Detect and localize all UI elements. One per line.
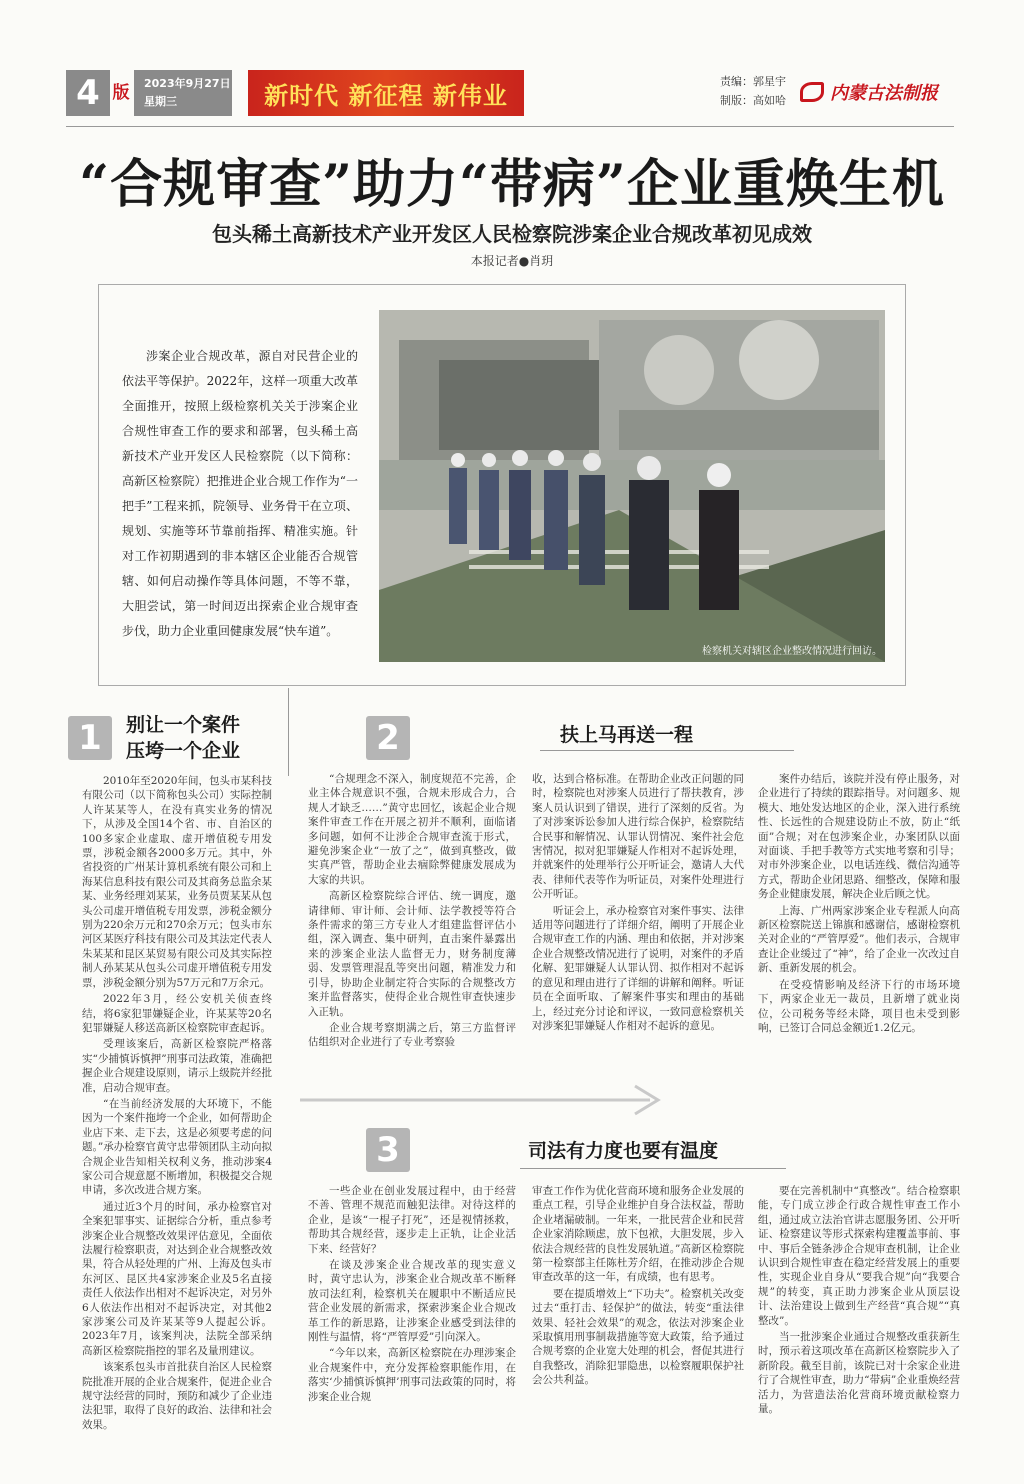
newspaper-logo: [800, 72, 950, 112]
column-divider: [288, 688, 289, 776]
news-photo: [379, 310, 885, 662]
paragraph: 要在提质增效上“下功夫”。检察机关改变过去“重打击、轻保护”的做法，转变“重法律效果、轻社会效果”的观念，依法对涉案企业采取慎用刑事制裁措施等宽大政策，给予通过合规考察的企业宽大处理的机会，督促其进行自我整改，消除犯罪隐患，以检察履职保护社会公共利益。: [532, 1287, 744, 1387]
paragraph: 该案系包头市首批获自治区人民检察院批准开展的企业合规案件，促进企业合规守法经营的同时，预防和减少了企业违法犯罪，取得了良好的政治、法律和社会效果。: [82, 1361, 272, 1431]
section-3-column-c: [758, 1184, 960, 1419]
photo-caption: 检察机关对辖区企业整改情况进行回访。: [702, 646, 882, 657]
page-label: 版: [112, 83, 130, 103]
paragraph: 2010年至2020年间，包头市某科技有限公司（以下简称包头公司）实际控制人许某某等人，在没有真实业务的情况下，从涉及全国14个省、市、自治区的100多家企业虚取、虚开增值税专用发票，涉税金额各2000多万元。其中，外省投资的广州某计算机系统有限公司和上海某信息科技有限公司及其商务总监余某某、业务经理刘某某，业务员贾某某从包头公司虚开增值税专用发票，涉税金额分别为220余万元和270余万元；包头市东河区某医疗科技有限公司及其法定代表人朱某某和昆区某贸易有限公司及其实际控制人孙某某从包头公司虚开增值税专用发票，涉税金额分别为57万元和7万余元。: [82, 775, 272, 989]
intro-paragraph: 涉案企业合规改革，源自对民营企业的依法平等保护。2022年，这样一项重大改革全面推开，按照上级检察机关关于涉案企业合规性审查工作的要求和部署，包头稀土高新技术产业开发区人民检察院（以下简称：高新区检察院）把推进企业合规工作作为“一把手”工程来抓，院领导、业务骨干在立项、规划、实施等环节靠前指挥、精准实施。针对工作初期遇到的非本辖区企业能否合规管辖、如何启动操作等具体问题，不等不靠，大胆尝试，第一时间迈出探索企业合规审查步伐，助力企业重回健康发展“快车道”。: [122, 349, 358, 638]
paragraph: 收，达到合格标准。在帮助企业改正问题的同时，检察院也对涉案人员进行了帮扶教育，涉案人员认识到了错误，进行了深刻的反省。为了对涉案诉讼参加人进行综合保护，检察院结合民事和解情况、认罪认罚情况、案件社会危害情况，拟对犯罪嫌疑人作相对不起诉处理，并就案件的处理举行公开听证会，邀请人大代表、律师代表等作为听证员，对案件处理进行公开听证。: [532, 773, 744, 901]
paragraph: 2022年3月，经公安机关侦查终结，将6家犯罪嫌疑企业，许某某等20名犯罪嫌疑人移送高新区检察院审查起诉。: [82, 993, 272, 1034]
photo-illustration: [379, 310, 885, 662]
paragraph: 在受疫情影响及经济下行的市场环境下，两家企业无一裁员，且新增了就业岗位，公司税务等经未降，项目也未受到影响，已签订合同总金额近1.2亿元。: [758, 978, 960, 1034]
paragraph: 要在完善机制中“真整改”。结合检察职能，专门成立涉企行政合规性审查工作小组，通过成立法治官讲志愿服务团、公开听证、检察建议等形式探索构建覆盖事前、事中、事后全链条涉企合规审查机制，让企业认识到合规性审查在稳定经营发展上的重要性，实现企业自身从“要我合规”向“我要合规”的转变，真正助力涉案企业从顶层设计、法治建设上做到生产经营“真合规”“真整改”。: [758, 1185, 960, 1327]
section-2-column-c: [758, 772, 960, 1037]
section-1-title-line1: 别让一个案件: [126, 714, 241, 736]
byline: 本报记者●肖玥: [470, 254, 554, 268]
newspaper-name: 内蒙古法制报: [830, 83, 938, 104]
paragraph: “在当前经济发展的大环境下，不能因为一个案件拖垮一个企业，如何帮助企业店下来、走下去，这是必须要考虑的问题。”承办检察官黄守忠带领团队主动向拟合规企业告知相关权利义务，推动涉案4家公司合规意愿不断增加，积极提交合规申请，多次改进合规方案。: [82, 1097, 272, 1197]
paragraph: “合规理念不深入，制度规范不完善，企业主体合规意识不强，合规未形成合力，合规人才缺乏……”黄守忠回忆，该起企业合规案件审查工作在开展之初并不顺利，面临诸多问题，如何不让涉企合规审查流于形式，避免涉案企业“一放了之”，做到真整改，做实真严管，帮助企业去痼除弊健康发展成为大家的共识。: [308, 773, 516, 886]
paragraph: 上海、广州两家涉案企业专程派人向高新区检察院送上锦旗和感谢信，感谢检察机关对企业的“严管厚爱”。他们表示，合规审查让企业缓过了“神”，给了企业一次改过自新、重新发展的机会。: [758, 904, 960, 975]
section3-rule: [520, 1168, 786, 1169]
producer-name: 制版：高如哈: [720, 94, 786, 107]
paragraph: 案件办结后，该院并没有停止服务，对企业进行了持续的跟踪指导。对问题多、规模大、地处发达地区的企业，深入进行系统性、长远性的合规建设防止不放，防止“纸面”合规；对在包涉案企业，办案团队以面对面谈、手把手教等方式实地考察和引导；对市外涉案企业，以电话连线、微信沟通等方式，帮助企业闭思路、细整改，保障和服务企业健康发展，解决企业后顾之忧。: [758, 773, 960, 901]
header-rule: [66, 126, 954, 127]
editor-name: 责编：郭星宇: [720, 75, 786, 88]
editor-credits: [720, 72, 786, 110]
section-1-column: [82, 774, 272, 1434]
section-1-number: 1: [68, 716, 112, 760]
headline: “合规审查”助力“带病”企业重焕生机: [79, 154, 945, 215]
section-2-number: 2: [366, 716, 410, 760]
section-3-number: 3: [366, 1128, 410, 1172]
paragraph: 企业合规考察期满之后，第三方监督评估组织对企业进行了专业考察验: [308, 1021, 516, 1049]
arrow-decoration: [300, 1080, 670, 1120]
section-1-title: [126, 712, 240, 764]
slogan-banner: 新时代 新征程 新伟业: [248, 70, 524, 116]
issue-weekday: 星期三: [144, 95, 177, 108]
paragraph: 当一批涉案企业通过合规整改重获新生时，预示着这项改革在高新区检察院步入了新阶段。截至目前，该院已对十余家企业进行了合规性审查，助力“带病”企业重焕经营活力，为营造法治化营商环境贡献检察力量。: [758, 1331, 960, 1416]
section-2-column-a: [308, 772, 516, 1052]
section-1-title-line2: 压垮一个企业: [126, 740, 241, 762]
section-2-column-b: [532, 772, 744, 1035]
section-3-column-b: [532, 1184, 744, 1390]
paragraph: 高新区检察院综合评估、统一调度，邀请律师、审计师、会计师、法学教授等符合条件需求的第三方专业人才组建监督评估小组，深入调查、集中研判，直击案件暴露出来的涉案企业法人监督无力，财务制度薄弱、发票管理混乱等突出问题，精准发力和引导，协助企业制定符合实际的合规整改方案并监督落实，使得企业合规性审查快速步入正轨。: [308, 890, 516, 1018]
paragraph: 通过近3个月的时间，承办检察官对全案犯罪事实、证据综合分析，重点参考涉案企业合规整改效果评估意见，全面依法履行检察职责，对达到企业合规整改效果，符合从轻处理的广州、上海及包头市东河区、昆区共4家涉案企业及5名直接责任人依法作出相对不起诉决定，对另外6人依法作出相对不起诉决定，对其他2家涉案公司及许某某等9人提起公诉。2023年7月，该案判决，法院全部采纳高新区检察院指控的罪名及量刑建议。: [82, 1200, 272, 1357]
date-box: [134, 70, 232, 116]
section-2-title: 扶上马再送一程: [560, 724, 694, 746]
issue-date: 2023年9月27日: [144, 77, 231, 90]
subheadline: 包头稀土高新技术产业开发区人民检察院涉案企业合规改革初见成效: [212, 222, 812, 246]
paragraph: 审查工作作为优化营商环境和服务企业发展的重点工程，引导企业维护自身合法权益，帮助企业堵漏破制。一年来，一批民营企业和民营企业家消除顾虑，放下包袱，大胆发展，步入依法合规经营的良性发展轨道。”高新区检察院第一检察部主任陈杜芳介绍，在推动涉企合规审查改革的这一年，有成绩，也有思考。: [532, 1185, 744, 1284]
paragraph: 一些企业在创业发展过程中，由于经营不善、管理不规范而触犯法律。对待这样的企业，是该“一棍子打死”，还是视情拯救，帮助其合规经营，逐步走上正轨，让企业活下来、经营好？: [308, 1185, 516, 1255]
paragraph: “今年以来，高新区检察院在办理涉案企业合规案件中，充分发挥检察职能作用，在落实‘少捕慎诉慎押’刑事司法政策的同时，将涉案企业合规: [308, 1347, 516, 1403]
section2-rule: [540, 750, 794, 751]
section-3-column-a: [308, 1184, 516, 1406]
logo-mark-icon: [800, 82, 824, 102]
paragraph: 在谈及涉案企业合规改革的现实意义时，黄守忠认为，涉案企业合规改革不断释放司法红利，检察机关在履职中不断适应民营企业发展的新需求，探索涉案企业合规改革工作的新思路，让涉案企业感受到法律的刚性与温情，将“严管厚爱”引向深入。: [308, 1259, 516, 1344]
paragraph: 听证会上，承办检察官对案件事实、法律适用等问题进行了详细介绍，阐明了开展企业合规审查工作的内涵、理由和依据，并对涉案企业合规整改情况进行了说明，对案件的矛盾化解、犯罪嫌疑人认罪认罚、拟作相对不起诉的意见和理由进行了详细的讲解和阐释。听证员在全面听取、了解案件事实和理由的基础上，经过充分讨论和评议，一致同意检察机关对涉案犯罪嫌疑人作相对不起诉的意见。: [532, 904, 744, 1032]
section-3-title: 司法有力度也要有温度: [528, 1140, 719, 1162]
page-number: 4: [66, 70, 110, 116]
paragraph: 受理该案后，高新区检察院严格落实“少捕慎诉慎押”刑事司法政策，准确把握企业合规建设原则，请示上级院并经批准，启动合规审查。: [82, 1038, 272, 1094]
